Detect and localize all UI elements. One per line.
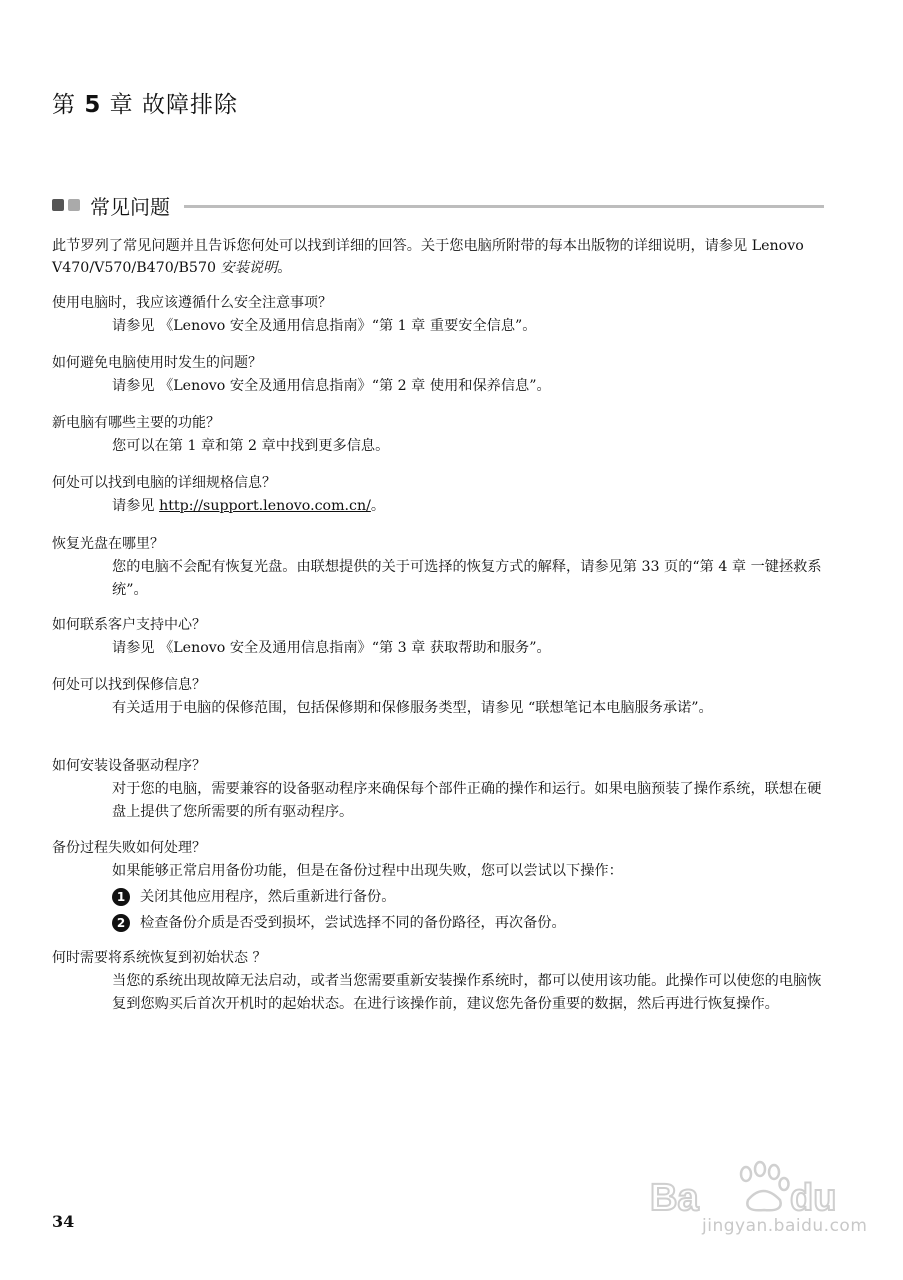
chapter-prefix: 第 [52,92,76,118]
faq-question: 如何联系客户支持中心？ [52,617,206,633]
intro-paragraph [52,235,826,279]
faq-question: 何处可以找到电脑的详细规格信息？ [52,475,276,491]
faq-item [52,948,826,1016]
svg-text:du: du [790,1177,837,1219]
step-number-icon: 2 [112,914,130,932]
faq-answer: 请参见 《Lenovo 安全及通用信息指南》“第 1 章 重要安全信息”。 [112,318,537,334]
faq-question: 使用电脑时，我应该遵循什么安全注意事项？ [52,295,332,311]
step-item [112,910,826,936]
faq-question: 备份过程失败如何处理？ [52,840,206,856]
section-header [52,190,824,220]
baidu-paw-logo-icon [648,1160,868,1220]
faq-item [52,838,826,936]
faq-answer: 如果能够正常启用备份功能，但是在备份过程中出现失败，您可以尝试以下操作： [112,863,623,879]
answer-prefix: 请参见 [112,498,160,514]
chapter-name: 章 故障排除 [109,92,238,118]
answer-suffix: 。 [370,498,386,514]
faq-answer [112,495,826,518]
faq-question: 恢复光盘在哪里？ [52,536,164,552]
faq-item [52,675,826,720]
faq-answer: 对于您的电脑，需要兼容的设备驱动程序来确保每个部件正确的操作和运行。如果电脑预装了操作系统，联想在硬盘上提供了您所需要的所有驱动程序。 [112,781,822,820]
faq-question: 何处可以找到保修信息？ [52,677,206,693]
intro-emphasis: 安装说明 [220,260,278,276]
chapter-number: 5 [84,92,102,118]
section-title: 常见问题 [90,194,170,219]
section-rule [184,205,824,208]
intro-text: 此节罗列了常见问题并且告诉您何处可以找到详细的回答。关于您电脑所附带的每本出版物的详细说明，请参见 Lenovo V470/V570/B470/B570 [52,238,804,276]
watermark [640,1140,870,1250]
step-text: 检查备份介质是否受到损坏，尝试选择不同的备份路径，再次备份。 [140,915,566,931]
page-number: 34 [52,1212,75,1231]
faq-answer: 请参见 《Lenovo 安全及通用信息指南》“第 2 章 使用和保养信息”。 [112,378,551,394]
faq-question: 新电脑有哪些主要的功能？ [52,415,220,431]
chapter-title [52,86,238,119]
faq-question: 如何安装设备驱动程序？ [52,758,206,774]
step-text: 关闭其他应用程序，然后重新进行备份。 [140,889,396,905]
faq-item [52,615,826,660]
watermark-url: jingyan.baidu.com [702,1216,868,1236]
square-dark-icon [52,199,64,211]
square-light-icon [68,199,80,211]
step-item [112,884,826,910]
svg-text:Ba: Ba [650,1177,699,1219]
section-squares-icon [52,199,80,211]
faq-answer: 您可以在第 1 章和第 2 章中找到更多信息。 [112,438,390,454]
faq-question: 如何避免电脑使用时发生的问题？ [52,355,262,371]
faq-item [52,534,826,602]
faq-answer: 当您的系统出现故障无法启动，或者当您需要重新安装操作系统时，都可以使用该功能。此操作可以使您的电脑恢复到您购买后首次开机时的起始状态。在进行该操作前，建议您先备份重要的数据，然后再进行恢复操作。 [112,973,822,1012]
faq-item [52,473,826,518]
faq-answer: 请参见 《Lenovo 安全及通用信息指南》“第 3 章 获取帮助和服务”。 [112,640,551,656]
faq-answer: 有关适用于电脑的保修范围，包括保修期和保修服务类型，请参见 “联想笔记本电脑服务承诺”。 [112,700,713,716]
step-number-icon: 1 [112,888,130,906]
faq-answer: 您的电脑不会配有恢复光盘。由联想提供的关于可选择的恢复方式的解释，请参见第 33 页的“第 4 章 一键拯救系统”。 [112,559,822,598]
faq-item [52,293,826,338]
faq-item [52,353,826,398]
faq-item [52,413,826,458]
intro-end: 。 [277,260,292,276]
faq-item [52,756,826,824]
support-link[interactable]: http://support.lenovo.com.cn/ [159,498,371,514]
faq-question: 何时需要将系统恢复到初始状态 ？ [52,950,267,966]
